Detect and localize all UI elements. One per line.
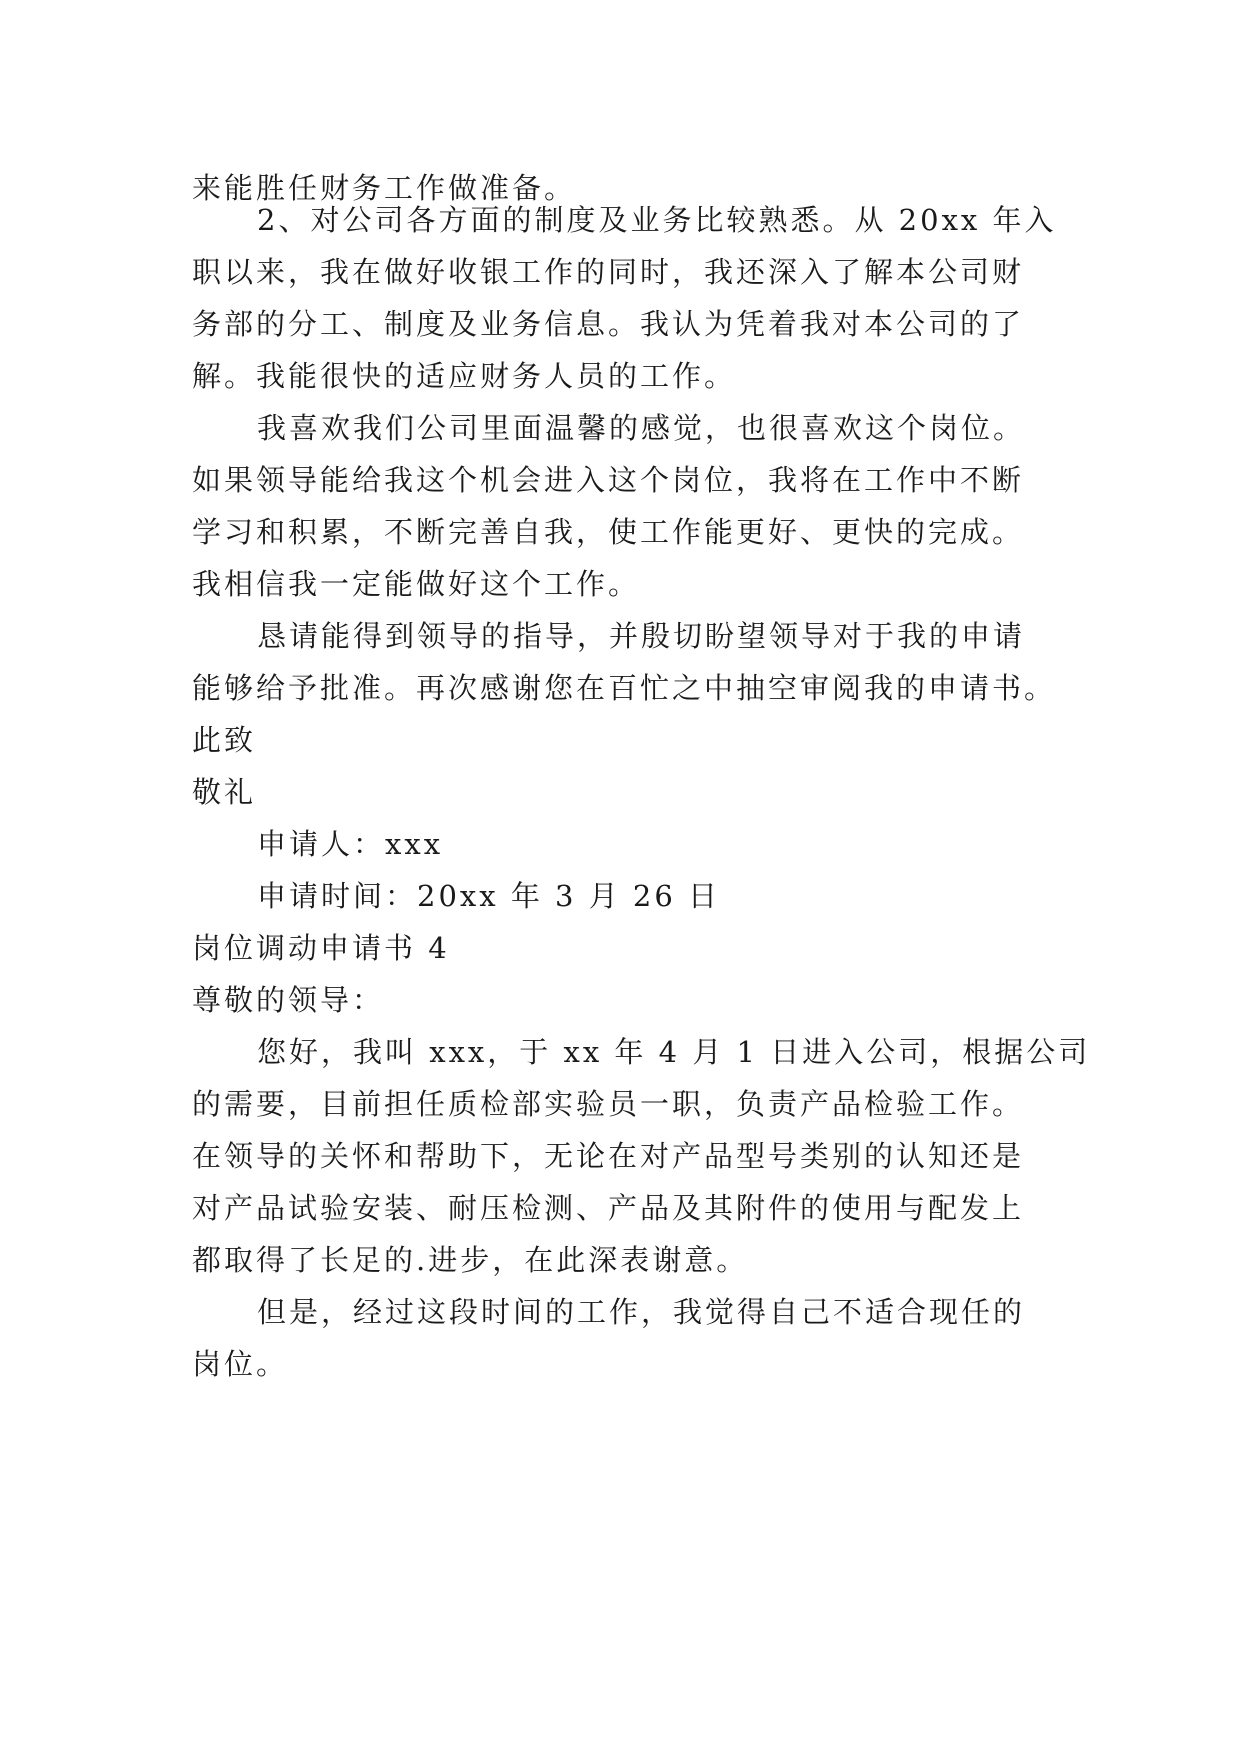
text-line: 都取得了长足的.进步，在此深表谢意。	[192, 1243, 749, 1277]
text-line: 务部的分工、制度及业务信息。我认为凭着我对本公司的了	[192, 307, 1025, 341]
text-line: 如果领导能给我这个机会进入这个岗位，我将在工作中不断	[192, 463, 1025, 497]
text-line: 申请时间：20xx 年 3 月 26 日	[257, 879, 721, 913]
text-line: 在领导的关怀和帮助下，无论在对产品型号类别的认知还是	[192, 1139, 1025, 1173]
text-line: 的需要，目前担任质检部实验员一职，负责产品检验工作。	[192, 1087, 1025, 1121]
text-line: 岗位调动申请书 4	[192, 931, 450, 965]
text-line: 职以来，我在做好收银工作的同时，我还深入了解本公司财	[192, 255, 1025, 289]
text-line: 能够给予批准。再次感谢您在百忙之中抽空审阅我的申请书。	[192, 671, 1057, 705]
text-line: 我相信我一定能做好这个工作。	[192, 567, 641, 601]
text-line: 申请人：xxx	[257, 827, 444, 861]
text-line: 学习和积累，不断完善自我，使工作能更好、更快的完成。	[192, 515, 1025, 549]
text-line: 恳请能得到领导的指导，并殷切盼望领导对于我的申请	[257, 619, 1026, 653]
text-line: 但是，经过这段时间的工作，我觉得自己不适合现任的	[257, 1295, 1026, 1329]
text-line: 敬礼	[192, 775, 257, 809]
text-line: 我喜欢我们公司里面温馨的感觉，也很喜欢这个岗位。	[257, 411, 1026, 445]
text-line: 岗位。	[192, 1347, 289, 1381]
text-line: 来能胜任财务工作做准备。	[192, 171, 577, 205]
text-line: 解。我能很快的适应财务人员的工作。	[192, 359, 737, 393]
text-line: 尊敬的领导：	[192, 983, 385, 1017]
text-line: 您好，我叫 xxx，于 xx 年 4 月 1 日进入公司，根据公司	[257, 1035, 1091, 1069]
text-line: 2、对公司各方面的制度及业务比较熟悉。从 20xx 年入	[257, 203, 1057, 237]
text-line: 此致	[192, 723, 257, 757]
text-line: 对产品试验安装、耐压检测、产品及其附件的使用与配发上	[192, 1191, 1025, 1225]
